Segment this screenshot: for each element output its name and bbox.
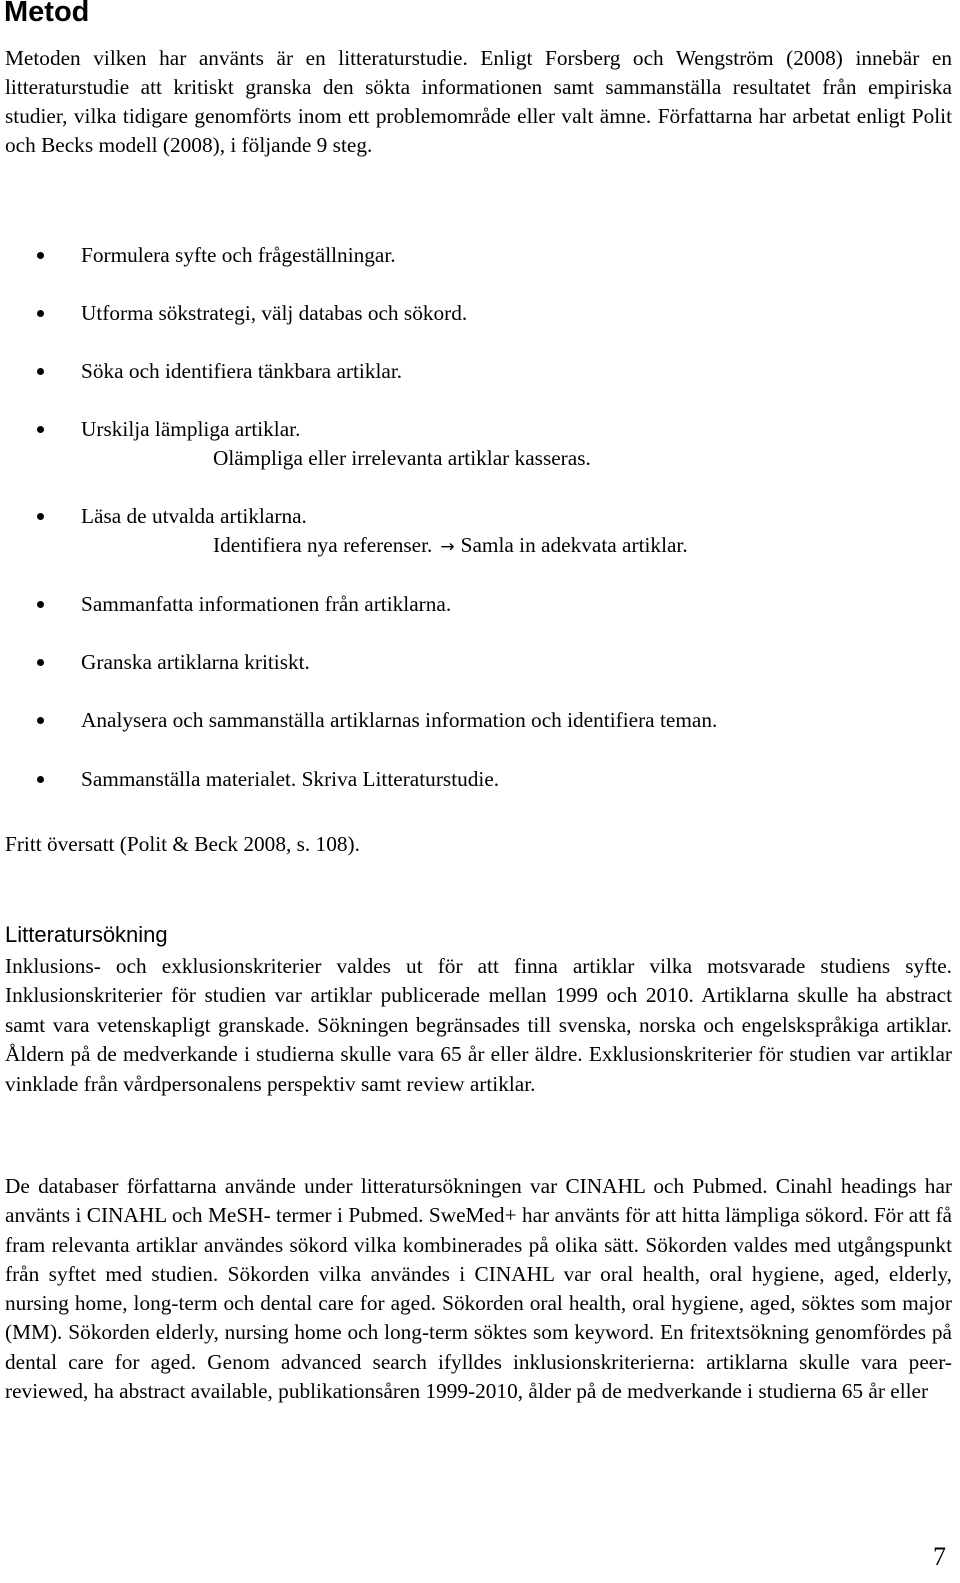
intro-paragraph: Metoden vilken har använts är en litteraturstudie. Enligt Forsberg och Wengström (2008) innebär en litteraturstudie att kritiskt granska den sökta informationen samt sammanställa resultatet från empiriska studier, vilka tidigare genomförts inom ett problemområde eller valt ämne. Författarna har arbetat enligt Polit och Becks modell (2008), i följande 9 steg. [5, 46, 952, 157]
step-text: Formulera syfte och frågeställningar. [81, 243, 396, 267]
databases-paragraph: De databaser författarna använde under litteratursökningen var CINAHL och Pubmed. Cinahl headings har använts i CINAHL och MeSH- termer i Pubmed. SweMed+ har använts för att hitta lämpliga sökord. För att få fram relevanta artiklar användes sökord vilka kombinerades på olika sätt. Sökorden valdes med utgångspunkt från syftet med studien. Sökorden vilka användes i CINAHL var oral health, oral hygiene, aged, elderly, nursing home, long-term och dental care for aged. Sökorden oral health, oral hygiene, aged, söktes som major (MM). Sökorden elderly, nursing home och long-term söktes som keyword. En fritextsökning genomfördes på dental care for aged. Genom advanced search ifylldes inklusionskriterierna: artiklarna skulle vara peer-reviewed, ha abstract available, publikationsåren 1999-2010, ålder på de medverkande i studierna 65 år eller [5, 1174, 952, 1404]
bullet-icon [37, 513, 44, 520]
step-subtext [213, 531, 688, 562]
bullet-icon [37, 659, 44, 666]
bullet-icon [37, 368, 44, 375]
step-text: Läsa de utvalda artiklarna. [81, 504, 307, 528]
page-number: 7 [933, 1542, 946, 1571]
bullet-icon [37, 717, 44, 724]
bullet-icon [37, 252, 44, 259]
section-title: Metod [4, 0, 90, 28]
step-text: Söka och identifiera tänkbara artiklar. [81, 359, 403, 383]
bullet-icon [37, 310, 44, 317]
step-text: Utforma sökstrategi, välj databas och sökord. [81, 301, 468, 325]
step-subtext: Olämpliga eller irrelevanta artiklar kasseras. [213, 446, 591, 470]
bullet-icon [37, 426, 44, 433]
subsection-title: Litteratursökning [5, 922, 168, 947]
inclusion-paragraph: Inklusions- och exklusionskriterier valdes ut för att finna artiklar vilka motsvarade studiens syfte. Inklusionskriterier för studien var artiklar publicerade mellan 1999 och 2010. Artiklarna skulle ha abstract samt vara vetenskapligt granskade. Sökningen begränsades till svenska, norska och engelskspråkiga artiklar. Åldern på de medverkande i studierna skulle vara 65 år eller äldre. Exklusionskriterier för studien var artiklar vinklade från vårdpersonalens perspektiv samt review artiklar. [5, 954, 952, 1096]
step-subtext-part: Samla in adekvata artiklar. [460, 533, 688, 557]
bullet-icon [37, 776, 44, 783]
step-text: Sammanfatta informationen från artiklarna. [81, 592, 452, 616]
bullet-icon [37, 601, 44, 608]
step-text: Analysera och sammanställa artiklarnas information och identifiera teman. [81, 708, 718, 732]
right-arrow-icon: → [440, 537, 455, 557]
step-text: Sammanställa materialet. Skriva Litteraturstudie. [81, 767, 500, 791]
source-note: Fritt översatt (Polit & Beck 2008, s. 108). [5, 832, 360, 856]
step-text: Granska artiklarna kritiskt. [81, 650, 310, 674]
step-text: Urskilja lämpliga artiklar. [81, 417, 301, 441]
step-subtext-part: Identifiera nya referenser. [213, 533, 433, 557]
